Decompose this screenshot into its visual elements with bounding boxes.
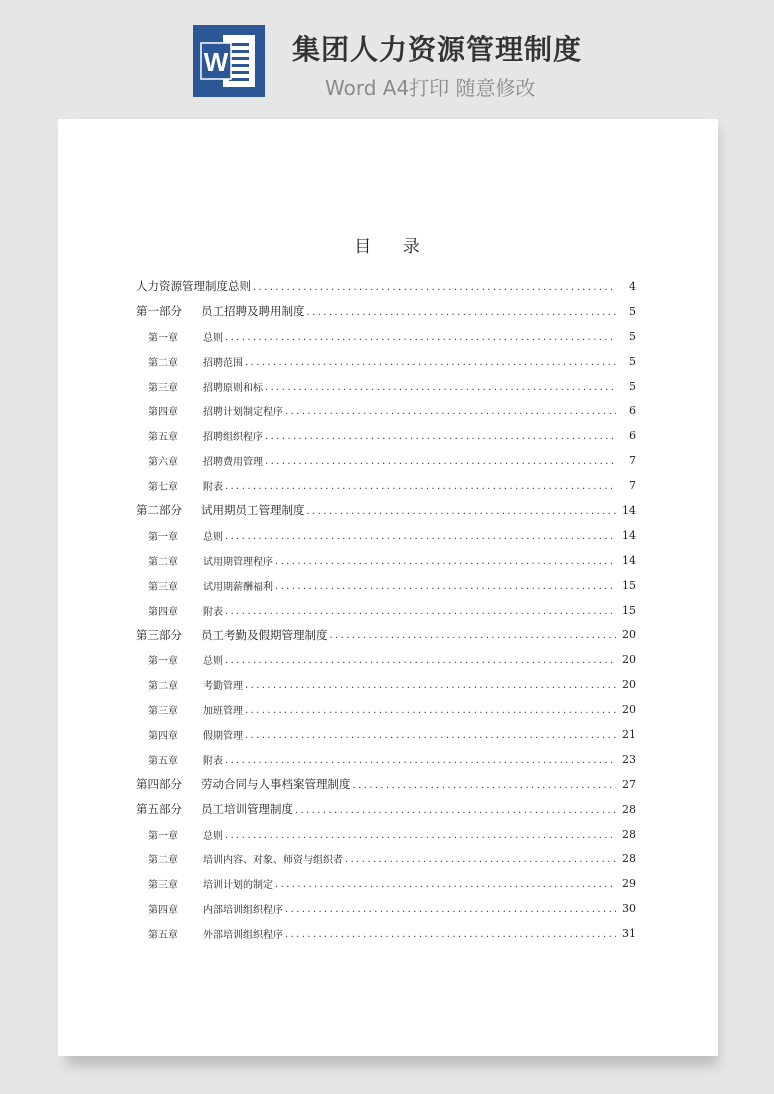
toc-entry[interactable] [136,274,636,299]
toc-entry[interactable] [136,374,636,399]
toc-entry-page: 5 [629,354,636,368]
toc-entry-number: 第四章 [148,730,178,742]
toc-entry-page: 15 [622,578,636,592]
toc-leader-dots [265,382,616,393]
toc-leader-dots [307,506,617,517]
toc-entry[interactable] [136,473,636,498]
toc-entry-page: 30 [622,902,636,916]
toc-entry-page: 7 [629,479,636,493]
toc-leader-dots [225,655,616,666]
toc-entry[interactable] [136,846,636,871]
toc-entry-page: 28 [622,827,636,841]
toc-leader-dots [307,307,617,318]
toc-entry-title: 附表 [203,606,223,618]
toc-entry-number: 第四章 [148,905,178,917]
toc-entry[interactable] [136,573,636,598]
word-logo-letter: W [203,47,229,77]
toc-entry-number: 第三章 [148,382,178,394]
toc-leader-dots [275,879,616,890]
toc-entry-page: 4 [629,279,636,293]
toc-entry-page: 20 [622,703,636,717]
toc-leader-dots [245,705,616,716]
toc-entry-page: 7 [629,454,636,468]
toc-entry[interactable] [136,548,636,573]
toc-entry[interactable] [136,324,636,349]
toc-leader-dots [285,904,616,915]
toc-entry-page: 5 [629,329,636,343]
toc-leader-dots [265,431,616,442]
toc-entry-title: 内部培训组织程序 [203,905,283,917]
toc-entry-title: 招聘费用管理 [203,457,263,469]
toc-entry-title: 附表 [203,482,223,494]
toc-entry-title: 员工考勤及假期管理制度 [201,627,328,642]
toc-entry-number: 第四部分 [136,777,182,792]
toc-leader-dots [295,805,616,816]
toc-entry[interactable] [136,448,636,473]
toc-entry-page: 29 [622,877,636,891]
toc-leader-dots [330,630,617,641]
toc-entry[interactable] [136,598,636,623]
toc-entry-number: 第一部分 [136,304,182,319]
toc-entry[interactable] [136,772,636,797]
toc-entry-title: 招聘组织程序 [203,432,263,444]
toc-entry-title: 劳动合同与人事档案管理制度 [201,777,351,792]
toc-entry[interactable] [136,747,636,772]
toc-entry-title: 招聘范围 [203,357,243,369]
toc-entry-number: 第三章 [148,581,178,593]
toc-leader-dots [353,780,617,791]
toc-entry[interactable] [136,672,636,697]
toc-entry-title: 总则 [203,656,223,668]
toc-entry-title: 总则 [203,332,223,344]
toc-entry-page: 20 [622,628,636,642]
toc-entry[interactable] [136,871,636,896]
toc-entry[interactable] [136,299,636,324]
toc-entry-title: 人力资源管理制度总则 [136,279,251,294]
toc-entry-page: 31 [622,927,636,941]
toc-entry-number: 第七章 [148,482,178,494]
toc-entry[interactable] [136,921,636,946]
toc-entry-page: 28 [622,802,636,816]
toc-leader-dots [225,531,616,542]
toc-entry-number: 第五章 [148,755,178,767]
toc-entry-title: 招聘原则和标 [203,382,263,394]
toc-entry-number: 第三章 [148,706,178,718]
toc-entry-number: 第二部分 [136,503,182,518]
toc-title: 目 录 [354,237,422,257]
toc-entry-number: 第一章 [148,332,178,344]
toc-entry-title: 试用期员工管理制度 [201,503,305,518]
toc-entry-page: 27 [622,777,636,791]
toc-entry-number: 第五章 [148,432,178,444]
toc-entry-number: 第三部分 [136,627,182,642]
banner-title: 集团人力资源管理制度 [292,33,583,66]
toc-entry-number: 第五部分 [136,802,182,817]
toc-entry-title: 假期管理 [203,730,243,742]
toc-entry-title: 外部培训组织程序 [203,930,283,942]
toc-entry-title: 总则 [203,830,223,842]
toc-entry-page: 6 [629,429,636,443]
toc-entry-title: 总则 [203,531,223,543]
toc-entry-title: 员工培训管理制度 [201,802,293,817]
toc-entry-number: 第二章 [148,855,178,867]
document-page [58,119,718,1056]
toc-entry[interactable] [136,523,636,548]
toc-entry[interactable] [136,622,636,647]
toc-entry-number: 第六章 [148,457,178,469]
toc-entry-page: 20 [622,653,636,667]
word-icon [193,25,265,97]
toc-entry-title: 加班管理 [203,706,243,718]
toc-entry-page: 28 [622,852,636,866]
toc-leader-dots [225,755,616,766]
toc-leader-dots [245,730,616,741]
toc-entry-number: 第一章 [148,830,178,842]
table-of-contents [136,274,636,946]
toc-leader-dots [285,406,616,417]
toc-entry-number: 第一章 [148,656,178,668]
toc-entry-page: 15 [622,603,636,617]
toc-entry-page: 5 [629,304,636,318]
toc-entry-number: 第四章 [148,606,178,618]
toc-leader-dots [225,332,616,343]
toc-entry-page: 23 [622,752,636,766]
banner-subtitle: Word A4打印 随意修改 [325,76,536,100]
toc-entry[interactable] [136,423,636,448]
toc-entry-number: 第二章 [148,556,178,568]
toc-entry[interactable] [136,647,636,672]
toc-entry[interactable] [136,797,636,822]
toc-entry[interactable] [136,498,636,523]
toc-leader-dots [253,282,616,293]
toc-entry-number: 第二章 [148,681,178,693]
toc-leader-dots [265,456,616,467]
toc-leader-dots [225,830,616,841]
toc-entry[interactable] [136,722,636,747]
toc-entry-page: 20 [622,678,636,692]
toc-entry-title: 试用期管理程序 [203,556,273,568]
toc-entry-title: 考勤管理 [203,681,243,693]
toc-entry-number: 第三章 [148,880,178,892]
toc-leader-dots [245,357,616,368]
toc-entry-number: 第二章 [148,357,178,369]
toc-entry-title: 培训计划的制定 [203,880,273,892]
toc-leader-dots [285,929,616,940]
toc-entry[interactable] [136,398,636,423]
toc-entry-page: 14 [622,503,636,517]
banner [0,0,774,115]
toc-entry[interactable] [136,349,636,374]
toc-leader-dots [225,606,616,617]
toc-entry-page: 14 [622,528,636,542]
toc-entry-title: 培训内容、对象、师资与组织者 [203,855,343,867]
toc-leader-dots [275,581,616,592]
toc-leader-dots [225,481,616,492]
toc-entry-title: 招聘计划制定程序 [203,407,283,419]
toc-leader-dots [345,854,616,865]
toc-entry-number: 第四章 [148,407,178,419]
toc-entry-number: 第一章 [148,531,178,543]
toc-entry-page: 6 [629,404,636,418]
toc-entry[interactable] [136,697,636,722]
toc-entry-page: 21 [622,727,636,741]
toc-entry-page: 5 [629,379,636,393]
toc-entry-title: 试用期薪酬福利 [203,581,273,593]
toc-entry[interactable] [136,822,636,847]
toc-entry-number: 第五章 [148,930,178,942]
toc-entry-title: 附表 [203,755,223,767]
toc-leader-dots [245,680,616,691]
toc-leader-dots [275,556,616,567]
toc-entry-title: 员工招聘及聘用制度 [201,304,305,319]
toc-entry-page: 14 [622,553,636,567]
toc-entry[interactable] [136,896,636,921]
